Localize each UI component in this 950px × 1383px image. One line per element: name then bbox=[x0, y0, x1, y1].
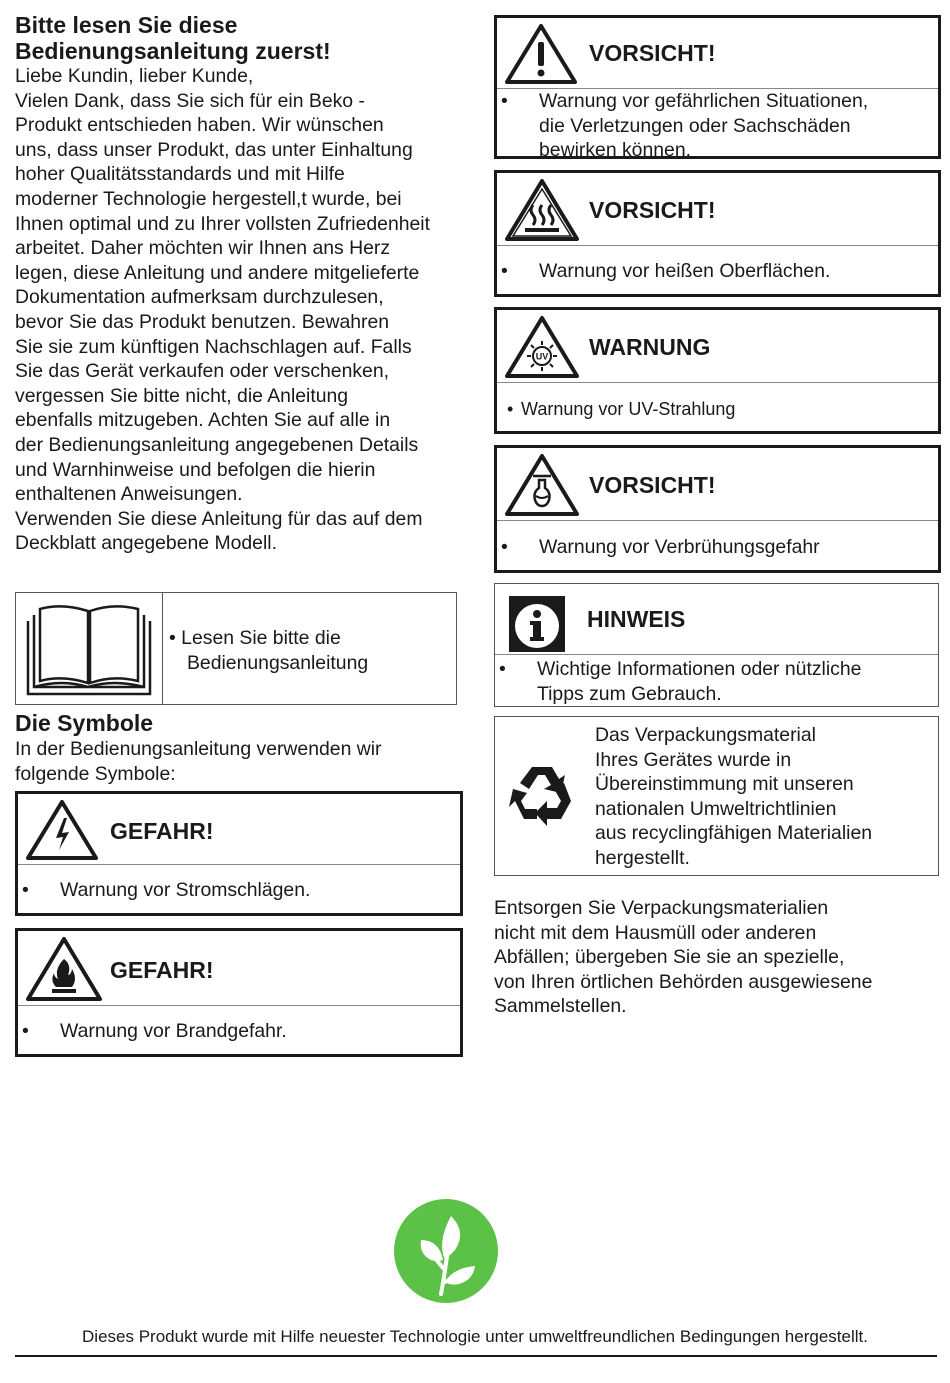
warning-label: WARNUNG bbox=[589, 334, 711, 360]
warning-fire bbox=[15, 928, 463, 1057]
intro-title bbox=[15, 12, 463, 64]
note-text bbox=[537, 657, 930, 706]
book-icon-cell bbox=[16, 593, 163, 704]
disposal-line: Entsorgen Sie Verpackungsmaterialien bbox=[494, 897, 829, 919]
intro-body bbox=[15, 64, 463, 556]
warning-text-line: die Verletzungen oder Sachschäden bbox=[539, 114, 851, 137]
warning-header bbox=[497, 310, 938, 383]
read-manual-line: • Lesen Sie bitte die bbox=[169, 627, 341, 649]
leaf-icon bbox=[393, 1198, 499, 1304]
exclamation-triangle-icon bbox=[503, 22, 579, 86]
scalding-icon bbox=[503, 452, 581, 518]
fire-icon bbox=[24, 935, 104, 1003]
recycle-text-line: aus recyclingfähigen Materialien bbox=[595, 822, 873, 845]
recycle-text-line: hergestellt. bbox=[595, 846, 690, 869]
warning-scalding bbox=[494, 445, 941, 573]
warning-body bbox=[497, 383, 938, 435]
warning-body bbox=[497, 246, 938, 298]
warning-text-line: bewirken können. bbox=[539, 139, 691, 162]
bullet: • bbox=[22, 1020, 29, 1042]
intro-line: der Bedienungsanleitung angegebenen Details bbox=[15, 433, 419, 456]
intro-line: legen, diese Anleitung und andere mitgelieferte bbox=[15, 261, 420, 284]
warning-text bbox=[539, 89, 930, 163]
warning-general-caution bbox=[494, 15, 941, 162]
uv-radiation-icon bbox=[503, 314, 581, 380]
recycle-text-line: nationalen Umweltrichtlinien bbox=[595, 797, 837, 820]
disposal-line: Abfällen; übergeben Sie sie an spezielle, bbox=[494, 946, 845, 969]
warning-label: GEFAHR! bbox=[110, 818, 214, 844]
note-body bbox=[495, 655, 938, 707]
hot-surface-icon bbox=[503, 177, 581, 243]
warning-electric-shock bbox=[15, 791, 463, 916]
bullet: • bbox=[507, 399, 514, 419]
warning-text: Warnung vor Stromschlägen. bbox=[60, 879, 311, 901]
intro-line: uns, dass unser Produkt, das unter Einhaltung bbox=[15, 138, 413, 161]
warning-uv-radiation bbox=[494, 307, 941, 434]
warning-hot-surface bbox=[494, 170, 941, 297]
symbols-intro-line: In der Bedienungsanleitung verwenden wir bbox=[15, 738, 382, 760]
warning-text: Warnung vor Brandgefahr. bbox=[60, 1020, 287, 1042]
intro-line: enthaltenen Anweisungen. bbox=[15, 483, 243, 506]
intro-title-line: Bedienungsanleitung zuerst! bbox=[15, 38, 331, 64]
bullet: • bbox=[499, 658, 506, 680]
recycle-text bbox=[595, 723, 925, 871]
svg-text:UV: UV bbox=[535, 351, 549, 362]
warning-body bbox=[18, 1006, 460, 1058]
note-header bbox=[495, 584, 938, 655]
intro-section bbox=[15, 12, 463, 556]
intro-line: moderner Technologie hergestell,t wurde, bei bbox=[15, 187, 402, 210]
warning-header bbox=[497, 448, 938, 521]
warning-text: Warnung vor UV-Strahlung bbox=[521, 399, 736, 419]
disposal-line: Sammelstellen. bbox=[494, 995, 627, 1018]
intro-line: Liebe Kundin, lieber Kunde, bbox=[15, 65, 254, 87]
note-text-line: Wichtige Informationen oder nützliche bbox=[537, 658, 862, 680]
intro-line: Ihnen optimal und zu Ihrer vollsten Zufriedenheit bbox=[15, 212, 430, 235]
warning-body bbox=[497, 89, 938, 162]
note-info bbox=[494, 583, 939, 707]
note-text-line: Tipps zum Gebrauch. bbox=[537, 682, 722, 705]
bullet: • bbox=[22, 879, 29, 901]
electric-shock-icon bbox=[24, 798, 100, 862]
warning-body bbox=[18, 865, 460, 915]
info-icon bbox=[509, 596, 565, 652]
read-manual-box bbox=[15, 592, 457, 705]
intro-line: Sie sie zum künftigen Nachschlagen auf. Falls bbox=[15, 335, 412, 358]
book-icon bbox=[22, 599, 156, 699]
recycle-text-line: Übereinstimmung mit unseren bbox=[595, 773, 854, 796]
recycle-text-line: Ihres Gerätes wurde in bbox=[595, 748, 792, 771]
intro-line: Produkt entschieden haben. Wir wünschen bbox=[15, 114, 384, 137]
symbols-title: Die Symbole bbox=[15, 710, 154, 736]
warning-header bbox=[497, 18, 938, 89]
disposal-line: nicht mit dem Hausmüll oder anderen bbox=[494, 921, 817, 944]
warning-body bbox=[497, 521, 938, 573]
disposal-text bbox=[494, 896, 934, 1019]
warning-header bbox=[18, 794, 460, 865]
intro-line: bevor Sie das Produkt benutzen. Bewahren bbox=[15, 310, 390, 333]
intro-title-line: Bitte lesen Sie diese bbox=[15, 12, 238, 38]
intro-line: Dokumentation aufmerksam durchzulesen, bbox=[15, 286, 384, 309]
symbols-intro bbox=[15, 737, 455, 786]
warning-header bbox=[18, 931, 460, 1006]
intro-line: arbeitet. Daher möchten wir Ihnen ans Herz bbox=[15, 237, 391, 260]
bullet: • bbox=[501, 260, 508, 282]
warning-label: GEFAHR! bbox=[110, 957, 214, 983]
bullet: • bbox=[501, 90, 508, 112]
warning-header bbox=[497, 173, 938, 246]
recycle-text-line: Das Verpackungsmaterial bbox=[595, 724, 816, 746]
intro-line: hoher Qualitätsstandards und mit Hilfe bbox=[15, 163, 345, 186]
intro-line: Vielen Dank, dass Sie sich für ein Beko - bbox=[15, 89, 365, 112]
disposal-line: von Ihren örtlichen Behörden ausgewiesene bbox=[494, 970, 873, 993]
read-manual-line: Bedienungsanleitung bbox=[187, 651, 369, 674]
warning-label: VORSICHT! bbox=[589, 40, 716, 66]
intro-line: ebenfalls mitzugeben. Achten Sie auf alle in bbox=[15, 409, 391, 432]
intro-line: Verwenden Sie diese Anleitung für das auf dem bbox=[15, 507, 423, 530]
footer-divider bbox=[15, 1355, 937, 1357]
symbols-intro-line: folgende Symbole: bbox=[15, 762, 176, 785]
warning-label: VORSICHT! bbox=[589, 472, 716, 498]
recycle-box bbox=[494, 716, 939, 876]
intro-line: vergessen Sie bitte nicht, die Anleitung bbox=[15, 384, 349, 407]
note-label: HINWEIS bbox=[587, 606, 686, 632]
warning-label: VORSICHT! bbox=[589, 197, 716, 223]
warning-text-line: Warnung vor gefährlichen Situationen, bbox=[539, 90, 869, 112]
footer-text: Dieses Produkt wurde mit Hilfe neuester Technologie unter umweltfreundlichen Bedingungen hergestellt. bbox=[82, 1327, 868, 1346]
intro-line: und Warnhinweise und befolgen die hierin bbox=[15, 458, 376, 481]
warning-text: Warnung vor Verbrühungsgefahr bbox=[539, 536, 820, 558]
intro-line: Sie das Gerät verkaufen oder verschenken, bbox=[15, 360, 390, 383]
warning-text: Warnung vor heißen Oberflächen. bbox=[539, 260, 831, 282]
read-manual-text bbox=[163, 593, 456, 704]
bullet: • bbox=[501, 536, 508, 558]
recycle-icon bbox=[507, 761, 577, 831]
intro-line: Deckblatt angegebene Modell. bbox=[15, 532, 277, 555]
